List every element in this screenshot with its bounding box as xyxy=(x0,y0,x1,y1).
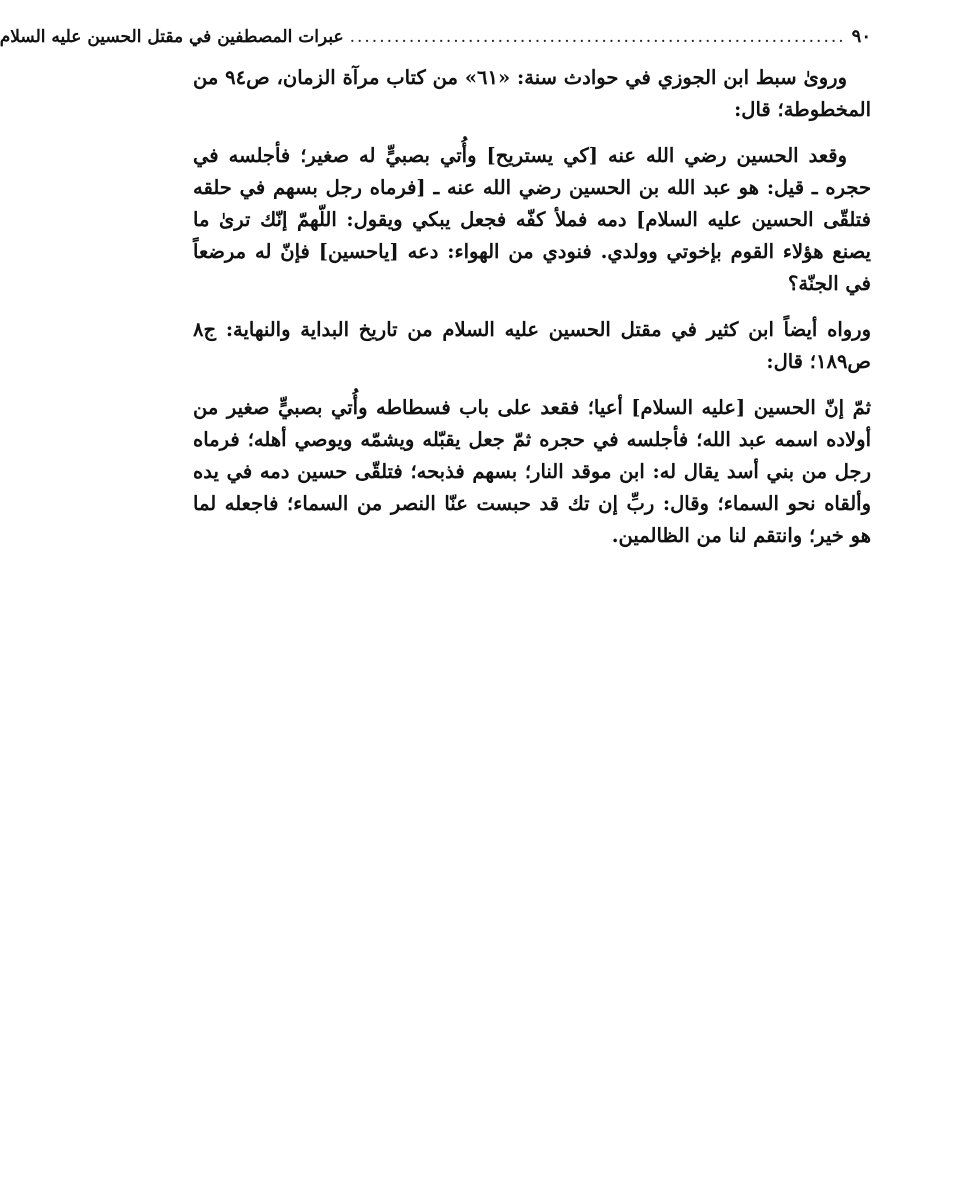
paragraph-quote-mirat-al-zaman xyxy=(193,140,871,300)
paragraph-text: ورواه أيضاً ابن كثير في مقتل الحسين عليه السلام من تاريخ البداية والنهاية: ج٨ ص١٨٩؛ قال: xyxy=(193,318,871,373)
paragraph-text: ثمّ إنّ الحسين [عليه السلام] أعيا؛ فقعد على باب فسطاطه وأُتي بصبيٍّ صغير من أولاده اسمه عبد الله؛ فأجلسه في حجره ثمّ جعل يقبّله ويشمّه ويوصي أهله؛ فرماه رجل من بني أسد يقال له: ابن موقد النار؛ بسهم فذبحه؛ فتلقّى حسين دمه في يده وألقاه نحو السماء؛ وقال: ربِّ إن تك قد حبست عنّا النصر من السماء؛ فاجعله لما هو خير؛ وانتقم لنا من الظالمين. xyxy=(193,396,871,547)
running-header xyxy=(0,22,871,52)
header-dot-leader: ................................................................... xyxy=(349,27,846,47)
paragraph-text: وقعد الحسين رضي الله عنه [كي يستريح] وأُتي بصبيٍّ له صغير؛ فأجلسه في حجره ـ قيل: هو عبد الله بن الحسين رضي الله عنه ـ [فرماه رجل بسهم في حلقه فتلقّى الحسين عليه السلام] دمه فملأ كفّه فجعل يبكي ويقول: اللّهمّ إنّك ترىٰ ما يصنع هؤلاء القوم بإخوتي وولدي. فنودي من الهواء: دعه [ياحسين] فإنّ له مرضعاً في الجنّة؟ xyxy=(193,144,871,295)
paragraph-ibn-kathir xyxy=(193,314,871,378)
paragraph-sibt-ibn-al-jawzi xyxy=(193,62,871,126)
page-number: ٩٠ xyxy=(851,26,871,47)
paragraph-quote-al-bidaya xyxy=(193,392,871,552)
book-page xyxy=(0,22,871,566)
paragraph-text: ورویٰ سبط ابن الجوزي في حوادث سنة: «٦١» من كتاب مرآة الزمان، ص٩٤ من المخطوطة؛ قال: xyxy=(193,66,871,121)
header-title: عبرات المصطفين في مقتل الحسين عليه السلام xyxy=(0,27,344,47)
